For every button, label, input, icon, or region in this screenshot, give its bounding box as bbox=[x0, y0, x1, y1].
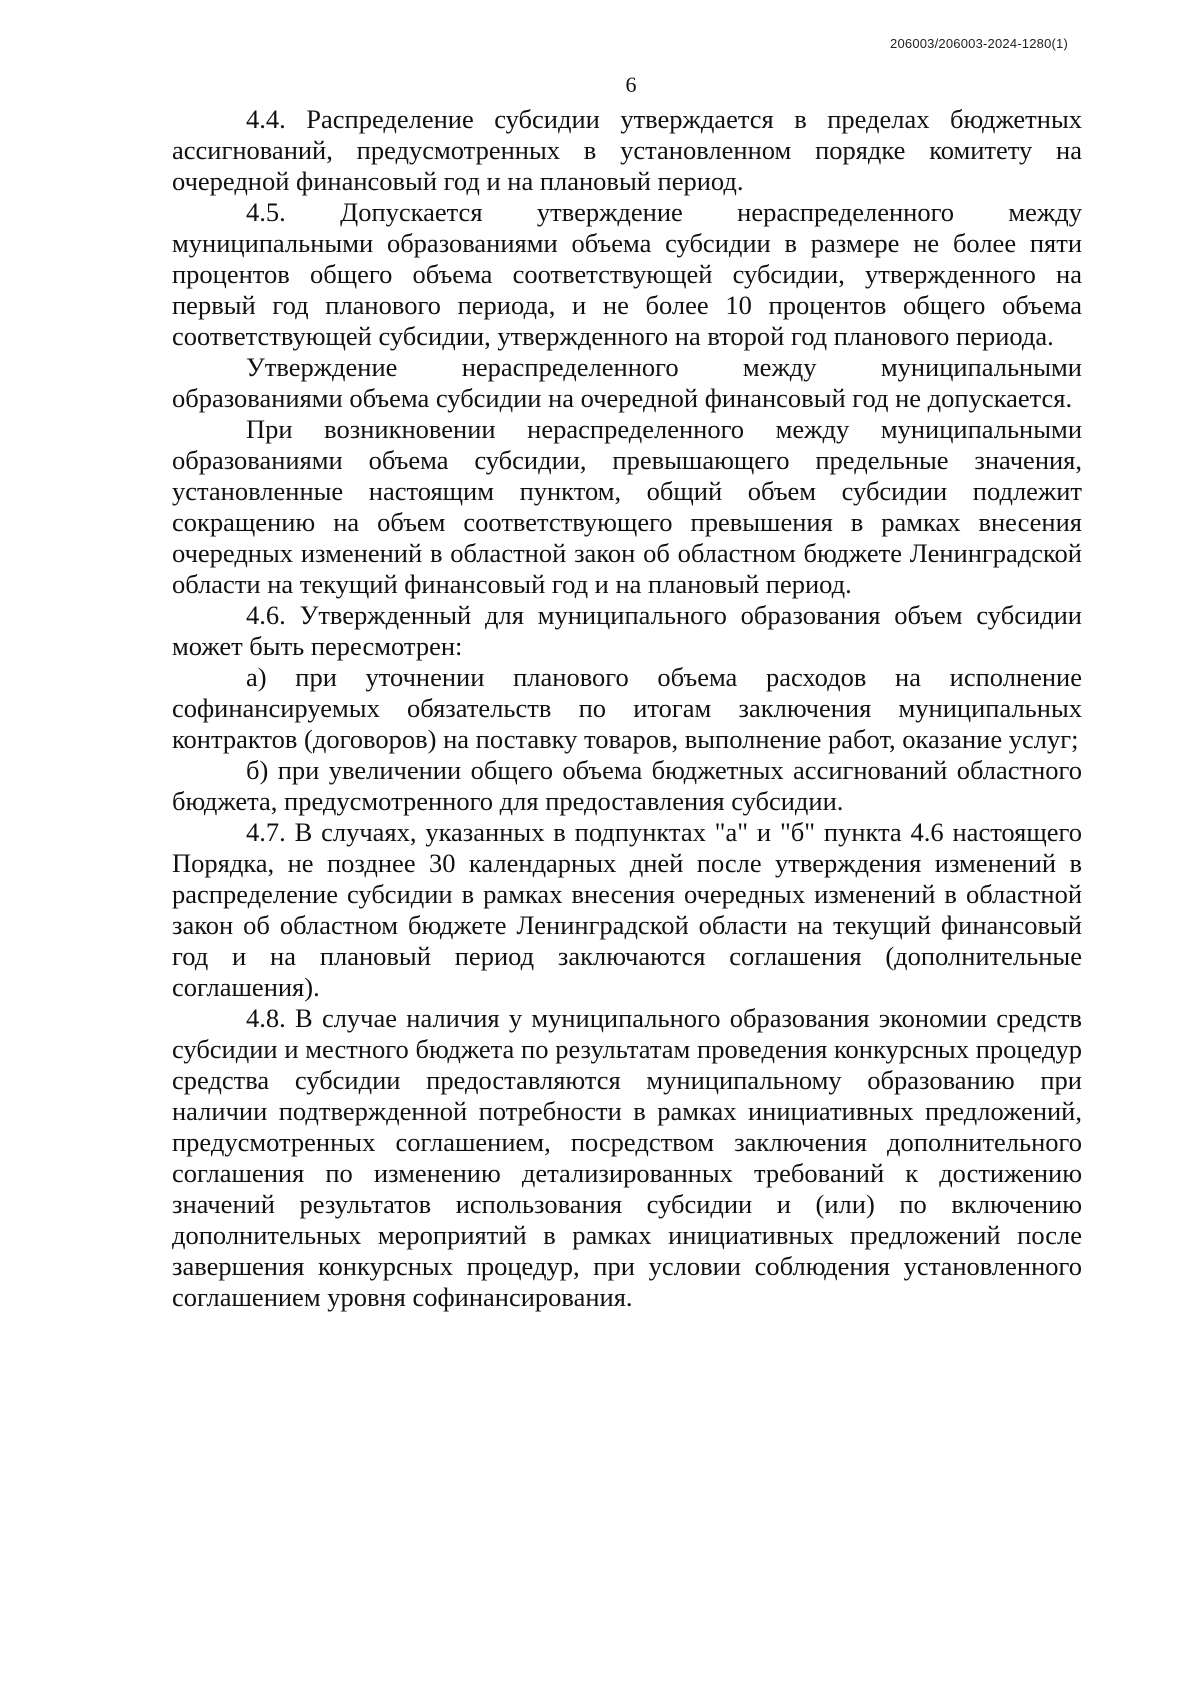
paragraph-4-6-b: б) при увеличении общего объема бюджетных ассигнований областного бюджета, предусмотренного для предоставления субсидии. bbox=[172, 755, 1082, 816]
paragraph-4-6-a: а) при уточнении планового объема расходов на исполнение софинансируемых обязательств по итогам заключения муниципальных контрактов (договоров) на поставку товаров, выполнение работ, оказание услуг; bbox=[172, 662, 1082, 754]
paragraph-4-8: 4.8. В случае наличия у муниципального образования экономии средств субсидии и местного бюджета по результатам проведения конкурсных процедур средства субсидии предоставляются муниципальному образованию при наличии подтвержденной потребности в рамках инициативных предложений, предусмотренных соглашением, посредством заключения дополнительного соглашения по изменению детализированных требований к достижению значений результатов использования субсидии и (или) по включению дополнительных мероприятий в рамках инициативных предложений после завершения конкурсных процедур, при условии соблюдения установленного соглашением уровня софинансирования. bbox=[172, 1003, 1082, 1312]
paragraph-4-5: 4.5. Допускается утверждение нераспределенного между муниципальными образованиями объема субсидии в размере не более пяти процентов общего объема соответствующей субсидии, утвержденного на первый год планового периода, и не более 10 процентов общего объема соответствующей субсидии, утвержденного на второй год планового периода. bbox=[172, 197, 1082, 351]
document-body bbox=[172, 104, 1082, 1313]
paragraph-4-7: 4.7. В случаях, указанных в подпунктах "а" и "б" пункта 4.6 настоящего Порядка, не позднее 30 календарных дней после утверждения изменений в распределение субсидии в рамках внесения очередных изменений в областной закон об областном бюджете Ленинградской области на текущий финансовый год и на плановый период заключаются соглашения (дополнительные соглашения). bbox=[172, 817, 1082, 1002]
paragraph-4-5-excess-reduction: При возникновении нераспределенного между муниципальными образованиями объема субсидии, превышающего предельные значения, установленные настоящим пунктом, общий объем субсидии подлежит сокращению на объем соответствующего превышения в рамках внесения очередных изменений в областной закон об областном бюджете Ленинградской области на текущий финансовый год и на плановый период. bbox=[172, 414, 1082, 599]
document-registration-number: 206003/206003-2024-1280(1) bbox=[890, 36, 1068, 51]
paragraph-4-6: 4.6. Утвержденный для муниципального образования объем субсидии может быть пересмотрен: bbox=[172, 600, 1082, 661]
paragraph-4-4: 4.4. Распределение субсидии утверждается в пределах бюджетных ассигнований, предусмотренных в установленном порядке комитету на очередной финансовый год и на плановый период. bbox=[172, 104, 1082, 196]
paragraph-4-5-no-unallocated: Утверждение нераспределенного между муниципальными образованиями объема субсидии на очередной финансовый год не допускается. bbox=[172, 352, 1082, 413]
page-number: 6 bbox=[625, 72, 637, 97]
